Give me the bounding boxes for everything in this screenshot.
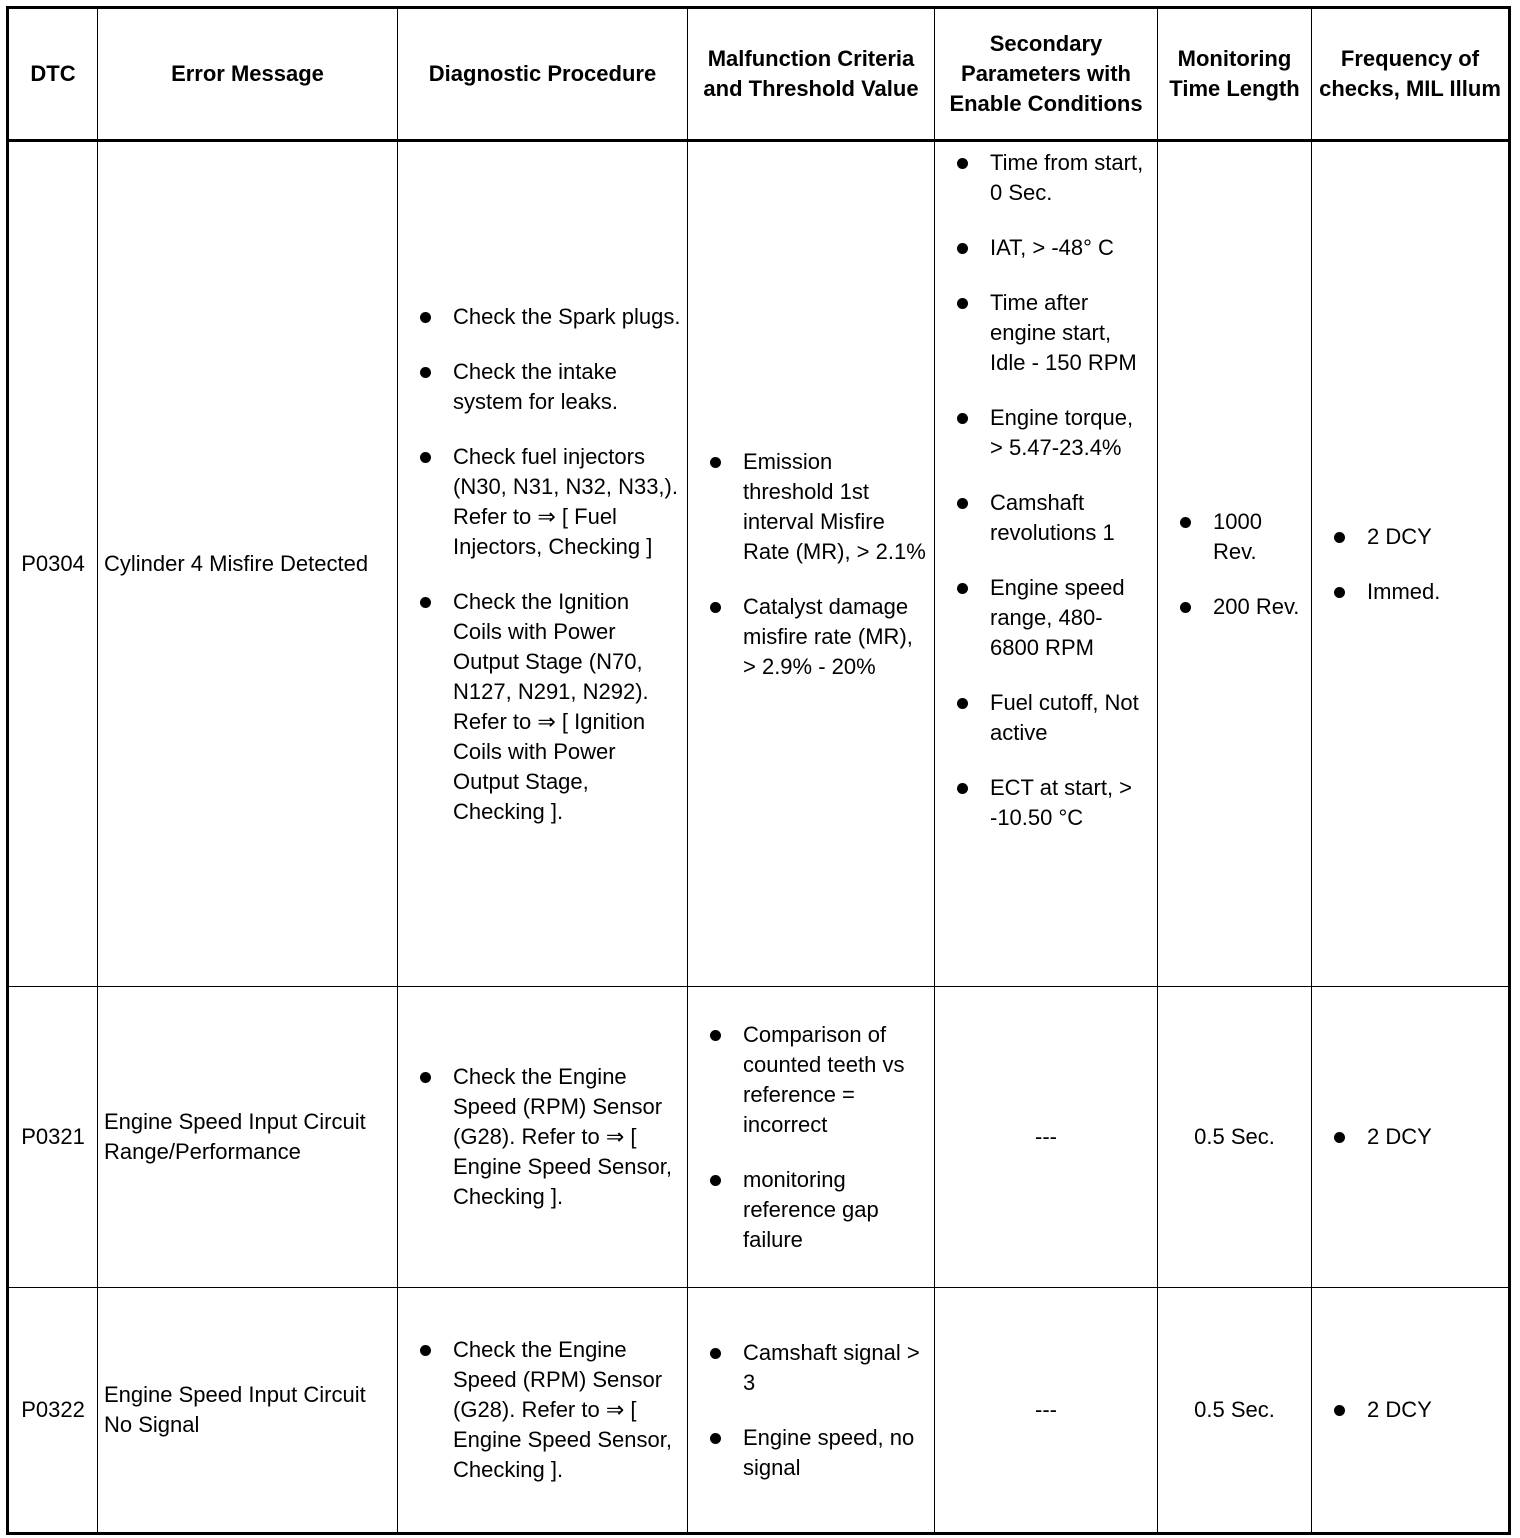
- list-item: Camshaft revolutions 1: [990, 488, 1151, 548]
- list-item: Catalyst damage misfire rate (MR), > 2.9% - 20%: [743, 592, 928, 682]
- list-item: Time after engine start, Idle - 150 RPM: [990, 288, 1151, 378]
- error-message: Engine Speed Input Circuit No Signal: [98, 1288, 398, 1534]
- secondary-parameters-cell: ---: [935, 987, 1158, 1288]
- secondary-parameters-cell: [935, 141, 1158, 987]
- list-item: IAT, > -48° C: [990, 233, 1151, 263]
- monitoring-time-cell: 0.5 Sec.: [1158, 1288, 1312, 1534]
- list-item: 200 Rev.: [1213, 592, 1305, 622]
- list-item: monitoring reference gap failure: [743, 1165, 928, 1255]
- error-message: Engine Speed Input Circuit Range/Performance: [98, 987, 398, 1288]
- header-malfunction-criteria: Malfunction Criteria and Threshold Value: [688, 8, 935, 141]
- dtc-table-wrapper: [6, 6, 1511, 1535]
- dtc-code: P0304: [8, 141, 98, 987]
- list-item: ECT at start, > -10.50 °C: [990, 773, 1151, 833]
- diagnostic-procedure-list: [398, 1335, 687, 1485]
- monitoring-time-list: [1158, 507, 1311, 622]
- list-item: 2 DCY: [1367, 1395, 1502, 1425]
- header-monitoring-time: Monitoring Time Length: [1158, 8, 1312, 141]
- list-item: Engine speed, no signal: [743, 1423, 928, 1483]
- list-item: Emission threshold 1st interval Misfire Rate (MR), > 2.1%: [743, 447, 928, 567]
- secondary-parameters-list: [935, 148, 1157, 833]
- list-item: Check fuel injectors (N30, N31, N32, N33,). Refer to ⇒ [ Fuel Injectors, Checking ]: [453, 442, 681, 562]
- header-error-message: Error Message: [98, 8, 398, 141]
- list-item: Check the Spark plugs.: [453, 302, 681, 332]
- dtc-table: [6, 6, 1511, 1535]
- header-row: [8, 8, 1510, 141]
- table-row: [8, 141, 1510, 987]
- frequency-cell: [1312, 141, 1510, 987]
- malfunction-criteria-cell: [688, 987, 935, 1288]
- list-item: 2 DCY: [1367, 522, 1502, 552]
- dtc-code: P0322: [8, 1288, 98, 1534]
- malfunction-criteria-list: [688, 447, 934, 682]
- list-item: Engine torque, > 5.47-23.4%: [990, 403, 1151, 463]
- diagnostic-procedure-list: [398, 302, 687, 827]
- list-item: Engine speed range, 480-6800 RPM: [990, 573, 1151, 663]
- diagnostic-procedure-cell: [398, 1288, 688, 1534]
- malfunction-criteria-list: [688, 1020, 934, 1255]
- frequency-cell: [1312, 987, 1510, 1288]
- frequency-list: [1312, 522, 1508, 607]
- frequency-list: [1312, 1122, 1508, 1152]
- table-row: [8, 1288, 1510, 1534]
- diagnostic-procedure-list: [398, 1062, 687, 1212]
- list-item: Comparison of counted teeth vs reference = incorrect: [743, 1020, 928, 1140]
- list-item: Immed.: [1367, 577, 1502, 607]
- list-item: Check the Ignition Coils with Power Output Stage (N70, N127, N291, N292). Refer to ⇒ [ Ignition Coils with Power Output Stage, Checking ].: [453, 587, 681, 827]
- list-item: Check the intake system for leaks.: [453, 357, 681, 417]
- diagnostic-procedure-cell: [398, 987, 688, 1288]
- list-item: 1000 Rev.: [1213, 507, 1305, 567]
- list-item: Check the Engine Speed (RPM) Sensor (G28). Refer to ⇒ [ Engine Speed Sensor, Checking ].: [453, 1335, 681, 1485]
- diagnostic-procedure-cell: [398, 141, 688, 987]
- table-row: [8, 987, 1510, 1288]
- monitoring-time-cell: 0.5 Sec.: [1158, 987, 1312, 1288]
- list-item: Check the Engine Speed (RPM) Sensor (G28). Refer to ⇒ [ Engine Speed Sensor, Checking ].: [453, 1062, 681, 1212]
- header-secondary-parameters: Secondary Parameters with Enable Conditions: [935, 8, 1158, 141]
- header-dtc: DTC: [8, 8, 98, 141]
- list-item: Fuel cutoff, Not active: [990, 688, 1151, 748]
- header-frequency: Frequency of checks, MIL Illum: [1312, 8, 1510, 141]
- secondary-parameters-cell: ---: [935, 1288, 1158, 1534]
- monitoring-time-cell: [1158, 141, 1312, 987]
- malfunction-criteria-list: [688, 1338, 934, 1483]
- dtc-code: P0321: [8, 987, 98, 1288]
- malfunction-criteria-cell: [688, 1288, 935, 1534]
- list-item: Camshaft signal > 3: [743, 1338, 928, 1398]
- malfunction-criteria-cell: [688, 141, 935, 987]
- list-item: Time from start, 0 Sec.: [990, 148, 1151, 208]
- list-item: 2 DCY: [1367, 1122, 1502, 1152]
- frequency-cell: [1312, 1288, 1510, 1534]
- frequency-list: [1312, 1395, 1508, 1425]
- error-message: Cylinder 4 Misfire Detected: [98, 141, 398, 987]
- header-diagnostic-procedure: Diagnostic Procedure: [398, 8, 688, 141]
